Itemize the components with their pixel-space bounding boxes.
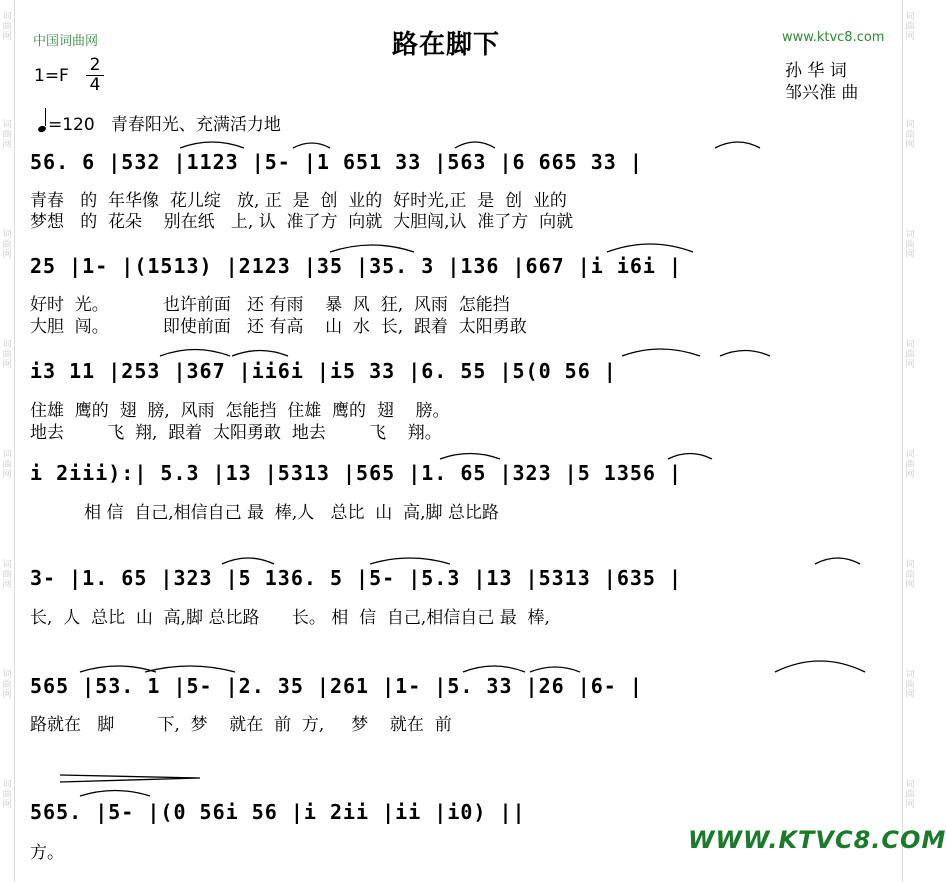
- time-signature-top: 2: [89, 55, 101, 75]
- lyrics-line-3a: 住雄 鹰的 翅 膀, 风雨 怎能挡 住雄 鹰的 翅 膀。: [30, 401, 450, 421]
- crescendo-hairpin: [60, 775, 200, 782]
- slur-mark: [80, 666, 156, 672]
- lyrics-line-7: 方。: [30, 843, 64, 863]
- slur-mark: [815, 558, 860, 564]
- slur-mark: [463, 666, 525, 672]
- margin-watermark: 词曲网: [2, 670, 12, 700]
- margin-watermark: 词曲网: [905, 340, 915, 370]
- notation-line-3: i3 11 |253 |367 |ii6i |i5 33 |6. 55 |5(0 56 |: [30, 359, 617, 383]
- slur-mark: [668, 454, 712, 460]
- slur-mark: [440, 454, 500, 460]
- notation-line-1: 56. 6 |532 |1123 |5- |1 651 33 |563 |6 665 33 |: [30, 150, 643, 174]
- lyrics-line-4: 相 信 自己,相信自己 最 棒,人 总比 山 高,脚 总比路: [30, 503, 499, 523]
- slur-mark: [222, 558, 274, 564]
- notation-line-7: 565. |5- |(0 56i 56 |i 2ii |ii |i0) ||: [30, 800, 526, 824]
- margin-watermark: 词曲网: [2, 230, 12, 260]
- margin-watermark: 词曲网: [905, 230, 915, 260]
- site-url-right[interactable]: www.ktvc8.com: [782, 30, 885, 45]
- slur-mark: [180, 142, 244, 148]
- lyrics-line-2b: 大胆 闯。 即使前面 还 有高 山 水 长, 跟着 太阳勇敢: [30, 317, 527, 337]
- lyrics-line-2a: 好时 光。 也许前面 还 有雨 暴 风 狂, 风雨 怎能挡: [30, 295, 510, 315]
- slur-mark: [455, 142, 495, 148]
- margin-watermark: 词曲网: [905, 450, 915, 480]
- slur-mark: [775, 661, 865, 672]
- lyrics-line-3b: 地去 飞 翔, 跟着 太阳勇敢 地去 飞 翔。: [30, 423, 442, 443]
- slur-mark: [330, 245, 414, 252]
- notation-line-2: 25 |1- |(1513) |2123 |35 |35. 3 |136 |667 |i i6i |: [30, 254, 683, 278]
- lyrics-line-6: 路就在 脚 下, 梦 就在 前 方, 梦 就在 前: [30, 715, 452, 735]
- slur-mark: [370, 558, 450, 564]
- slur-mark: [80, 791, 150, 797]
- margin-watermark: 词曲网: [905, 780, 915, 810]
- time-signature-bottom: 4: [86, 75, 104, 95]
- slur-mark: [145, 666, 235, 672]
- lyrics-line-5: 长, 人 总比 山 高,脚 总比路 长。 相 信 自己,相信自己 最 棒,: [30, 608, 550, 628]
- brand-watermark: WWW.KTVC8.COM: [688, 826, 946, 854]
- expression-text: 青春阳光、充满活力地: [110, 115, 281, 135]
- notation-line-4: i 2iii):| 5.3 |13 |5313 |565 |1. 65 |323 |5 1356 |: [30, 461, 683, 485]
- slur-mark: [293, 143, 330, 148]
- lyrics-line-1a: 青春 的 年华像 花儿绽 放, 正 是 创 业的 好时光,正 是 创 业的: [30, 191, 567, 211]
- margin-watermark: 词曲网: [2, 560, 12, 590]
- margin-watermark: 词曲网: [905, 120, 915, 150]
- song-title: 路在脚下: [392, 30, 501, 60]
- margin-watermark: 词曲网: [2, 12, 12, 42]
- slur-mark: [160, 350, 230, 357]
- notation-line-5: 3- |1. 65 |323 |5 136. 5 |5- |5.3 |13 |5313 |635 |: [30, 566, 683, 590]
- margin-watermark: 词曲网: [2, 340, 12, 370]
- notation-line-6: 565 |53. 1 |5- |2. 35 |261 |1- |5. 33 |26 |6- |: [30, 674, 643, 698]
- site-name-left[interactable]: 中国词曲网: [33, 34, 99, 49]
- lyrics-line-1b: 梦想 的 花朵 别在纸 上, 认 准了方 向就 大胆闯,认 准了方 向就: [30, 212, 574, 232]
- margin-watermark: 词曲网: [2, 780, 12, 810]
- key-signature: 1=F: [34, 66, 69, 86]
- margin-watermark: 词曲网: [905, 560, 915, 590]
- slur-mark: [232, 351, 288, 357]
- composer-credit: 邹兴淮 曲: [785, 83, 859, 103]
- lyricist-credit: 孙 华 词: [785, 61, 847, 81]
- slur-mark: [720, 351, 770, 357]
- slur-mark: [622, 349, 700, 356]
- margin-watermark: 词曲网: [905, 670, 915, 700]
- slur-mark: [715, 142, 760, 148]
- margin-watermark: 词曲网: [2, 450, 12, 480]
- tempo-value: =120: [48, 115, 95, 135]
- margin-watermark: 词曲网: [905, 12, 915, 42]
- slur-mark: [530, 667, 580, 672]
- slur-mark: [607, 244, 693, 252]
- margin-watermark: 词曲网: [2, 120, 12, 150]
